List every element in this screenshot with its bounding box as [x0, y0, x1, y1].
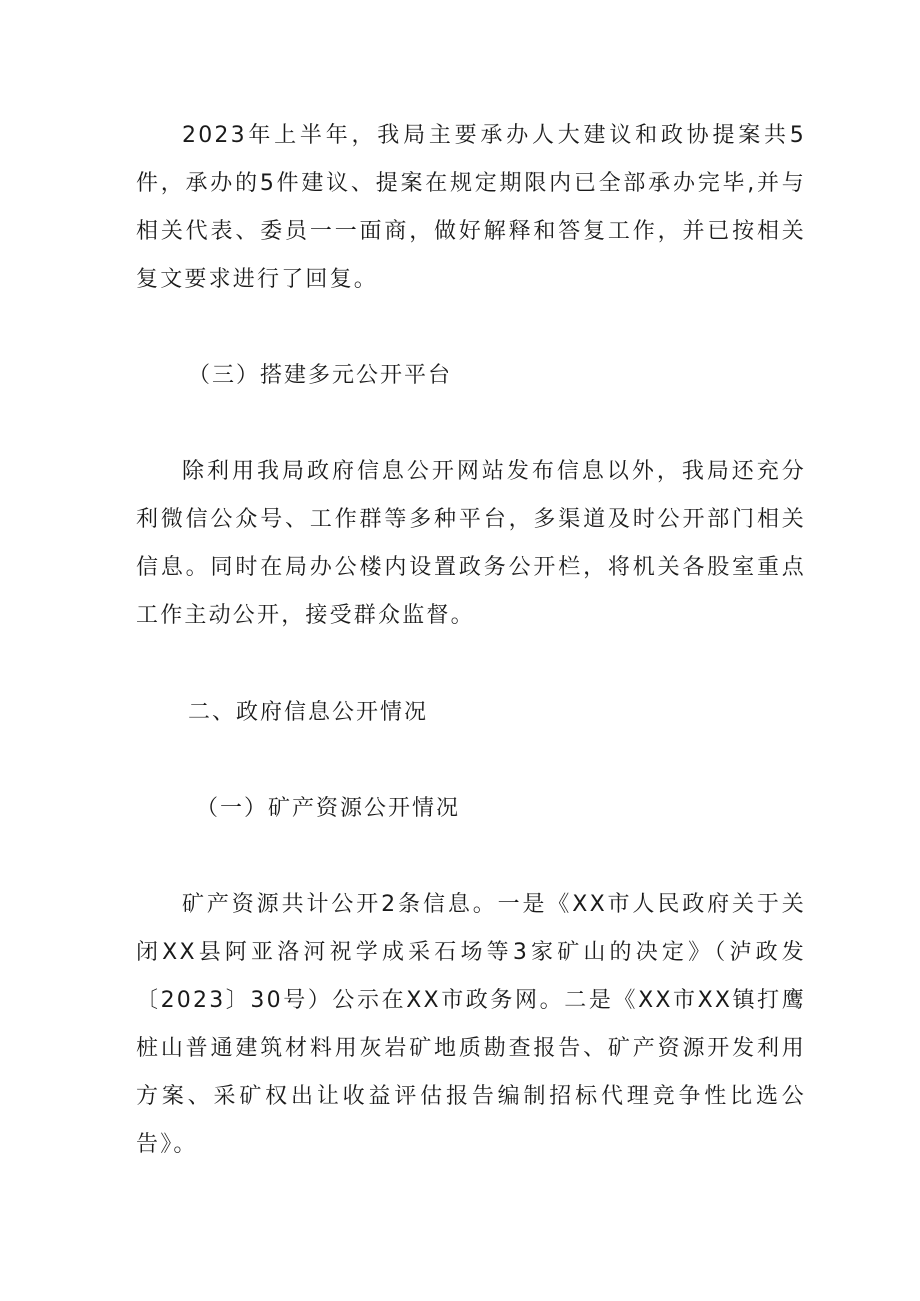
- paragraph-mineral-resources: 矿产资源共计公开2条信息。一是《XX市人民政府关于关闭XX县阿亚洛河祝学成采石场等3家矿山的决定》（泸政发〔2023〕30号）公示在XX市政务网。二是《XX市XX镇打鹰桩山普通建筑材料用灰岩矿地质勘查报告、矿产资源开发利用方案、采矿权出让收益评估报告编制招标代理竞争性比选公告》。: [136, 892, 806, 1157]
- heading-build-platforms: （三）搭建多元公开平台: [188, 363, 453, 388]
- paragraph-proposals-handled: 2023年上半年，我局主要承办人大建议和政协提案共5件，承办的5件建议、提案在规定期限内已全部承办完毕,并与相关代表、委员一一面商，做好解释和答复工作，并已按相关复文要求进行了回复。: [136, 123, 806, 292]
- heading-government-info-disclosure: 二、政府信息公开情况: [188, 700, 429, 725]
- paragraph-platforms: 除利用我局政府信息公开网站发布信息以外，我局还充分利微信公众号、工作群等多种平台，多渠道及时公开部门相关信息。同时在局办公楼内设置政务公开栏，将机关各股室重点工作主动公开，接受群众监督。: [136, 459, 806, 628]
- heading-mineral-resources: （一）矿产资源公开情况: [196, 796, 461, 821]
